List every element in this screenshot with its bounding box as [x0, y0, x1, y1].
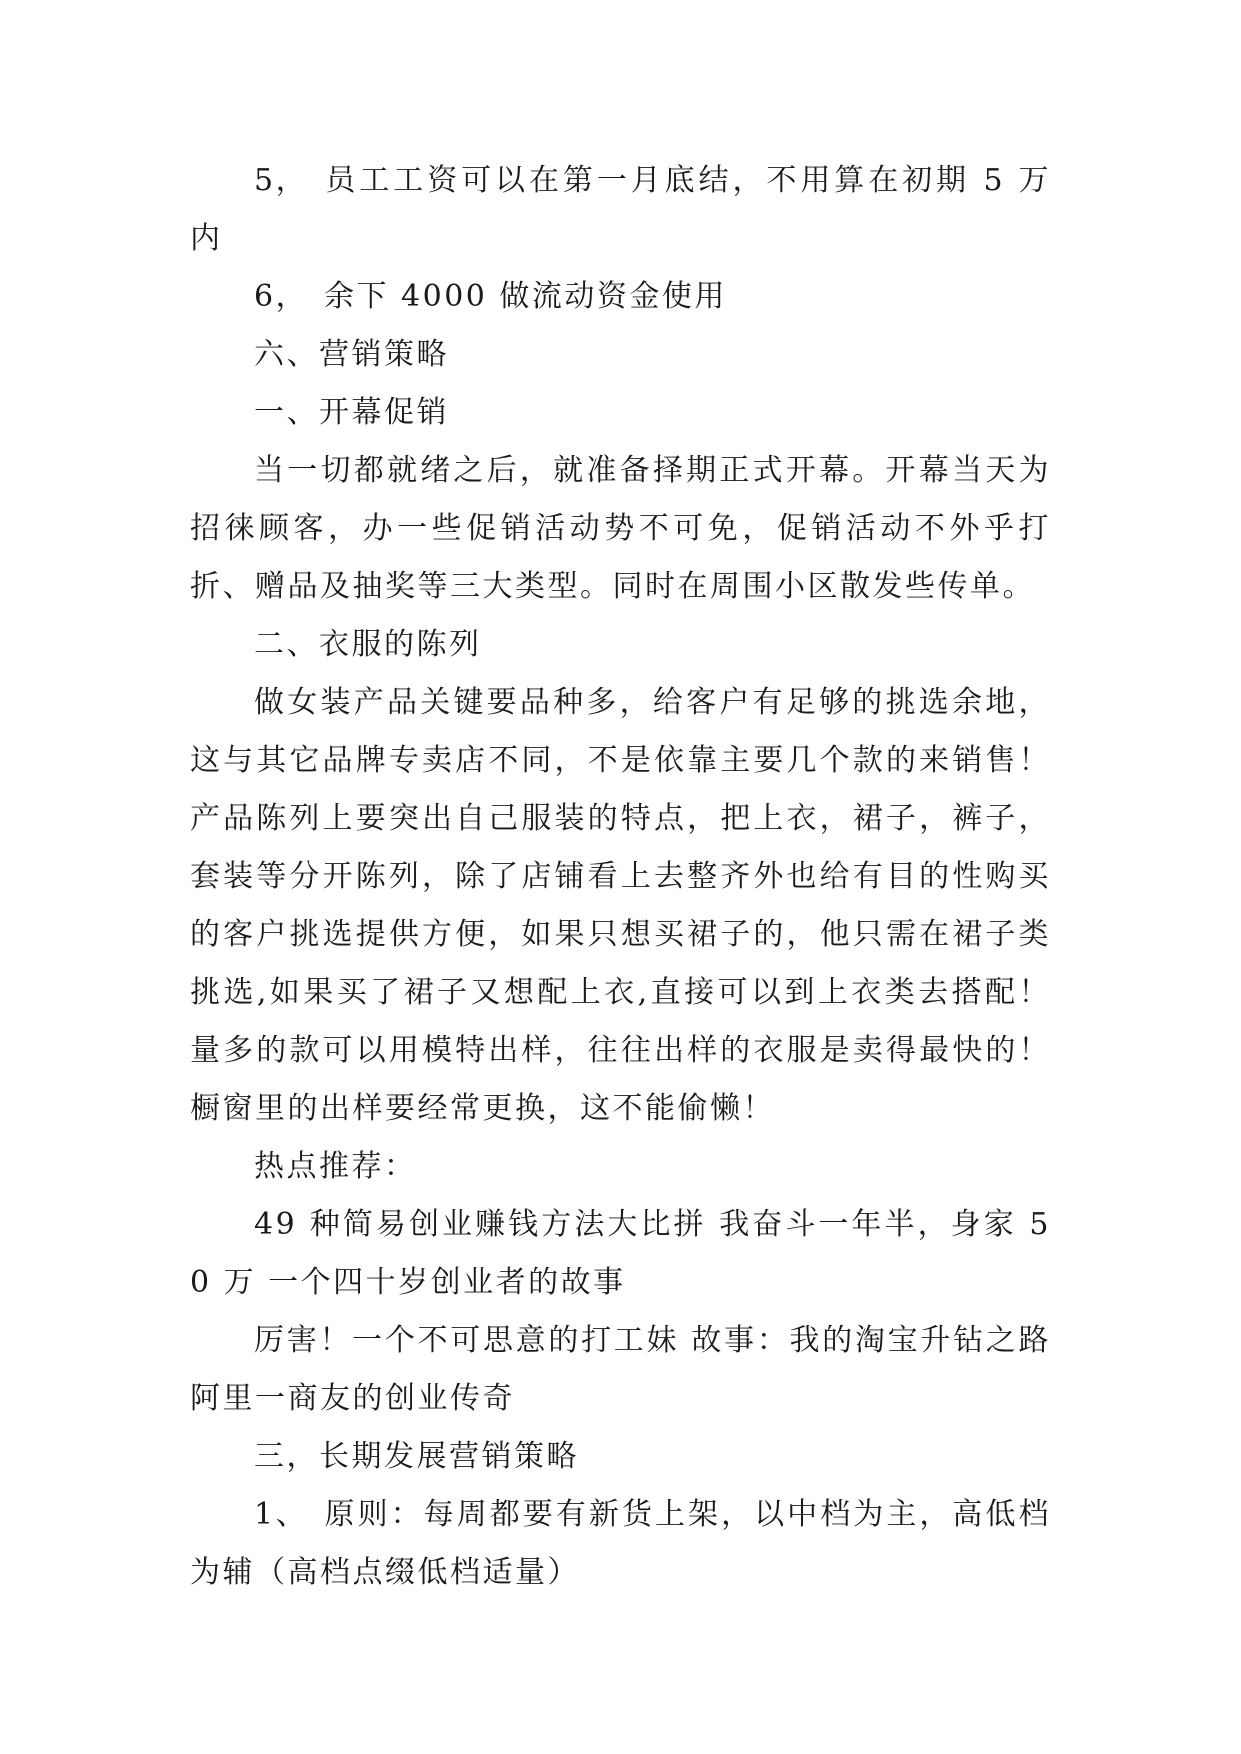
subsection-heading-long-term: 三，长期发展营销策略	[254, 1439, 579, 1474]
paragraph-text: 余下 4000 做流动资金使用	[324, 279, 727, 314]
subsection-heading-display: 二、衣服的陈列	[254, 627, 482, 662]
paragraph-item-6	[190, 268, 1051, 326]
item-number: 5，	[254, 163, 309, 198]
section-heading-marketing: 六、营销策略	[254, 337, 449, 372]
hot-recommend-links-1: 49 种简易创业赚钱方法大比拼 我奋斗一年半，身家 50 万 一个四十岁创业者的故事	[190, 1207, 1051, 1300]
paragraph-opening: 当一切都就绪之后，就准备择期正式开幕。开幕当天为招徕顾客，办一些促销活动势不可免，促销活动不外乎打折、赠品及抽奖等三大类型。同时在周围小区散发些传单。	[190, 453, 1051, 604]
paragraph-display: 做女装产品关键要品种多，给客户有足够的挑选余地，这与其它品牌专卖店不同，不是依靠主要几个款的来销售！产品陈列上要突出自己服装的特点，把上衣，裙子，裤子，套装等分开陈列，除了店铺看上去整齐外也给有目的性购买的客户挑选提供方便，如果只想买裙子的，他只需在裙子类挑选,如果买了裙子又想配上衣,直接可以到上衣类去搭配！量多的款可以用模特出样，往往出样的衣服是卖得最快的！橱窗里的出样要经常更换，这不能偷懒！	[190, 685, 1051, 1126]
subsection-heading-opening-promotion: 一、开幕促销	[254, 395, 449, 430]
paragraph-text: 原则：每周都要有新货上架，以中档为主，高低档为辅（高档点缀低档适量）	[190, 1497, 1051, 1590]
hot-recommend-links-2: 厉害！一个不可思意的打工妹 故事：我的淘宝升钻之路 阿里一商友的创业传奇	[190, 1323, 1051, 1416]
hot-recommend-label: 热点推荐：	[254, 1149, 417, 1184]
item-number: 6，	[254, 279, 309, 314]
paragraph-item-1	[190, 1486, 1051, 1602]
paragraph-item-5	[190, 152, 1051, 268]
paragraph-text: 员工工资可以在第一月底结，不用算在初期 5 万内	[190, 163, 1051, 256]
item-number: 1、	[254, 1497, 309, 1532]
